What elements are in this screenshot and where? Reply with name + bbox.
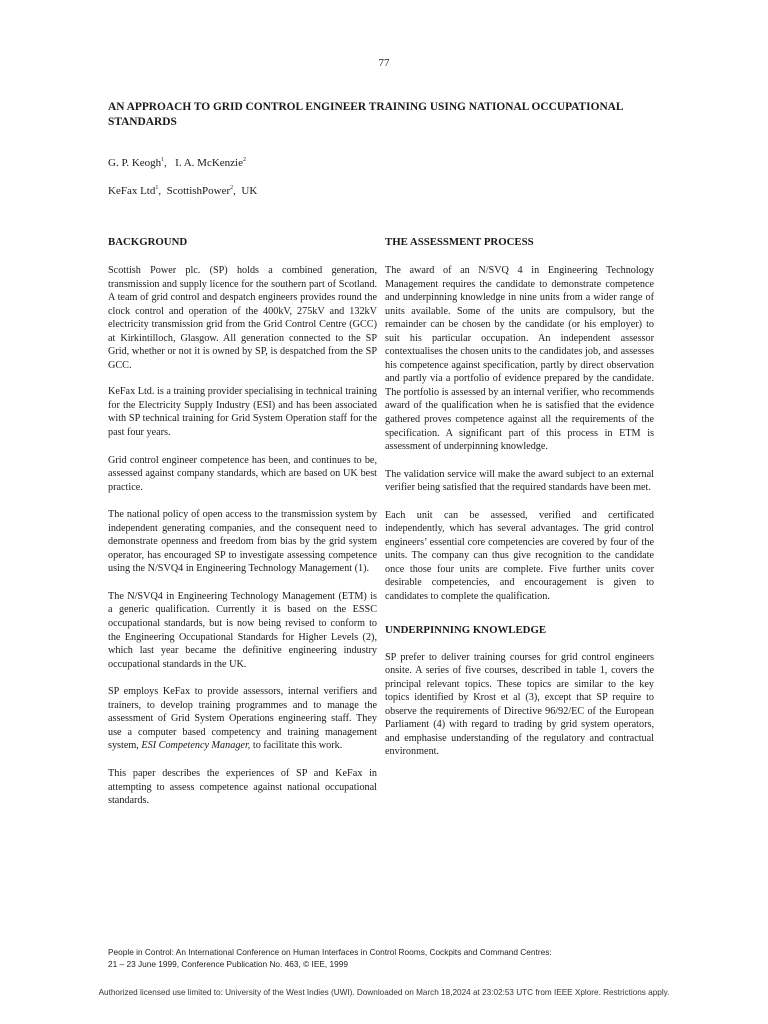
background-paragraph-1: Scottish Power plc. (SP) holds a combined generation, transmission and supply licence for the southern part of Scotland. A team of grid control and despatch engineers provides round the clock control and operation of the 400kV, 275kV and 132kV electricity transmission grid from the Grid Control Centre (GCC) at Kirkintilloch, Glasgow. All generation connected to the SP Grid, whether or not it is owned by SP, is despatched from the SP GCC. bbox=[108, 265, 377, 371]
author-1: G. P. Keogh bbox=[108, 157, 162, 169]
right-column bbox=[385, 236, 654, 759]
paragraph-6-text-end: to facilitate this work. bbox=[250, 740, 343, 752]
conference-footnote bbox=[108, 947, 668, 970]
page-number: 77 bbox=[378, 57, 390, 69]
left-column bbox=[108, 236, 377, 808]
affiliation-line bbox=[108, 185, 257, 198]
license-notice: Authorized licensed use limited to: University of the West Indies (UWI). Downloaded on March 18,2024 at 23:02:53 UTC from IEEE Xplore. Restrictions apply. bbox=[98, 988, 670, 997]
section-heading-assessment: THE ASSESSMENT PROCESS bbox=[385, 236, 534, 248]
affiliation-1-marker: 1 bbox=[155, 185, 159, 191]
affiliation-1: KeFax Ltd bbox=[108, 185, 156, 197]
affiliation-2-marker: 2 bbox=[230, 185, 234, 191]
product-name-italic: ESI Competency Manager, bbox=[141, 740, 251, 752]
background-paragraph-2: KeFax Ltd. is a training provider specialising in technical training for the Electricity Supply Industry (ESI) and has been associated with SP technical training for Grid System Operation staff for the past four years. bbox=[108, 386, 377, 439]
author-1-marker: 1 bbox=[161, 157, 165, 163]
section-heading-background: BACKGROUND bbox=[108, 236, 188, 248]
assessment-paragraph-3: Each unit can be assessed, verified and certificated independently, which has several advantages. The grid control engineers’ essential core competencies are covered by four of the units. The company can thus give recognition to the candidate once those four units are complete. Five further units cover desirable competencies, and encouragement is given to candidates to complete the qualification. bbox=[385, 509, 654, 603]
author-line bbox=[108, 157, 246, 170]
affiliation-2: ScottishPower bbox=[166, 185, 231, 197]
background-paragraph-5: The N/SVQ4 in Engineering Technology Management (ETM) is a generic qualification. Currently it is based on the ESSC occupational standards, but is now being revised to conform to the Engineering Occupational Standards for Higher Levels (2), which last year became the definitive engineering industry occupational standards in the UK. bbox=[108, 590, 377, 670]
underpinning-paragraph-1: SP prefer to deliver training courses for grid control engineers onsite. A series of five courses, described in table 1, covers the principal relevant topics. These topics are similar to the key topics identified by Krost et al (3), except that SP require to observe the requirements of Directive 96/92/EC of the European Parliament (4) with regard to trading by grid system operators, and emphasise understanding of the regulatory and contractual environment. bbox=[385, 651, 654, 758]
author-2: I. A. McKenzie bbox=[175, 157, 243, 169]
assessment-paragraph-1: The award of an N/SVQ 4 in Engineering Technology Management requires the candidate to demonstrate competence and underpinning knowledge in nine units from a wider range of units available. Some of the units are compulsory, but the remainder can be chosen by the candidate (or his employer) to suit his particular occupation. An independent assessor contextualises the chosen units to the candidates job, and assesses his competence against specification, partly by direct observation and partly via a portfolio of evidence prepared by the candidate. The portfolio is assessed by an internal verifier, who recommends award of the qualification when he is satisfied that the evidence gathered proves competence against all the requirements of the specification. A significant part of this process in ETM is assessment of underpinning knowledge. bbox=[385, 265, 654, 453]
assessment-paragraph-2: The validation service will make the award subject to an external verifier being satisfied that the required standards have been met. bbox=[385, 468, 654, 494]
author-separator: , bbox=[164, 157, 176, 169]
footnote-line-1: People in Control: An International Conference on Human Interfaces in Control Rooms, Cockpits and Command Centres: bbox=[108, 947, 552, 957]
affiliation-country: , UK bbox=[233, 185, 258, 197]
background-paragraph-4: The national policy of open access to the transmission system by independent generating companies, and the consequent need to demonstrate openness and freedom from bias by the grid system operator, has encouraged SP to investigate assessing competence using the N/SVQ4 in Engineering Technology Management (1). bbox=[108, 509, 377, 575]
background-paragraph-3: Grid control engineer competence has been, and continues to be, assessed against company standards, which are based on UK best practice. bbox=[108, 454, 377, 493]
section-heading-underpinning: UNDERPINNING KNOWLEDGE bbox=[385, 623, 547, 636]
footnote-line-2: 21 – 23 June 1999, Conference Publication No. 463, © IEE, 1999 bbox=[108, 958, 348, 969]
background-paragraph-6 bbox=[108, 685, 377, 753]
background-paragraph-7: This paper describes the experiences of SP and KeFax in attempting to assess competence against national occupational standards. bbox=[108, 767, 377, 807]
affiliation-separator: , bbox=[158, 185, 167, 197]
paragraph-6-text-start: SP employs KeFax to provide assessors, internal verifiers and trainers, to develop training programmes and to manage the assessment of Grid System Operations engineering staff. They use a computer based competency and training management system, bbox=[108, 686, 377, 752]
author-2-marker: 2 bbox=[242, 157, 246, 163]
paper-title: AN APPROACH TO GRID CONTROL ENGINEER TRAINING USING NATIONAL OCCUPATIONAL STANDARDS bbox=[108, 101, 623, 128]
